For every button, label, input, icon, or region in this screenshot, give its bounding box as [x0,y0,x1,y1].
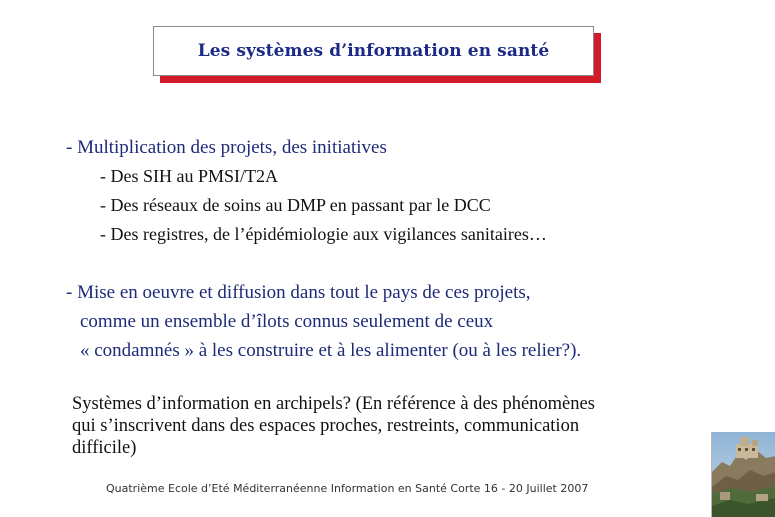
section1-heading: - Multiplication des projets, des initiatives [66,137,387,158]
citadel-photo-icon [711,432,775,517]
section2-line-1: - Mise en oeuvre et diffusion dans tout le pays de ces projets, [66,282,531,303]
section1-item-2: - Des réseaux de soins au DMP en passant par le DCC [100,195,491,215]
title-box [153,26,594,76]
slide-title: Les systèmes d’information en santé [197,41,550,61]
conclusion-line-2: qui s’inscrivent dans des espaces proches, restreints, communication [72,416,580,436]
conclusion-line-3: difficile) [72,438,137,458]
section2-line-2: comme un ensemble d’îlots connus seulement de ceux [80,311,494,332]
section1-item-3: - Des registres, de l’épidémiologie aux vigilances sanitaires… [100,224,547,244]
conclusion-line-1: Systèmes d’information en archipels? (En référence à des phénomènes [72,394,595,414]
section2-line-3: « condamnés » à les construire et à les alimenter (ou à les relier?). [80,340,582,361]
footer-text: Quatrième Ecole d’Eté Méditerranéenne Information en Santé Corte 16 - 20 Juillet 2007 [106,482,589,495]
section1-item-1: - Des SIH au PMSI/T2A [100,166,278,186]
